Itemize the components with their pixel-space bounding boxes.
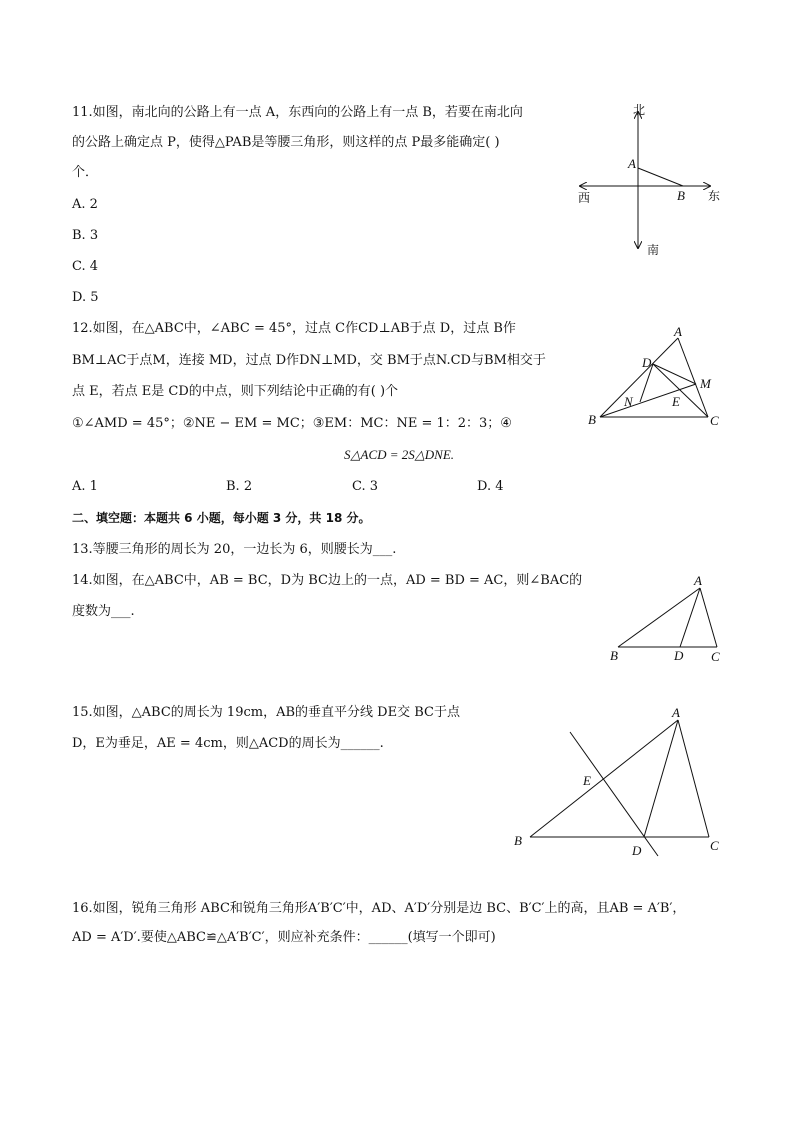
- q12-line4: ①∠AMD = 45°；②NE − EM = MC；③EM：MC：NE = 1：2：3；④: [72, 416, 512, 431]
- q12-label-b: B: [588, 412, 596, 427]
- q12-option-a: A. 1: [72, 479, 98, 494]
- q11-label-south: 南: [647, 243, 660, 257]
- q11-line3: 个．: [72, 165, 99, 180]
- q14-figure: [605, 570, 735, 670]
- q15-label-b: B: [514, 833, 522, 848]
- q12-label-e: E: [672, 394, 680, 409]
- q11-line2: 的公路上确定点 P，使得△PAB是等腰三角形，则这样的点 P最多能确定( ): [72, 135, 500, 150]
- q11-label-a: A: [628, 156, 636, 171]
- q12-label-c: C: [710, 413, 719, 428]
- q12-option-b: B. 2: [226, 479, 253, 494]
- q15-label-c: C: [710, 838, 719, 853]
- q11-segment-ab: [638, 168, 683, 186]
- q12-line3: 点 E，若点 E是 CD的中点，则下列结论中正确的有( )个: [72, 384, 399, 399]
- q11-option-d: D. 5: [72, 290, 99, 305]
- q12-label-d: D: [642, 355, 652, 370]
- q14-label-c: C: [711, 649, 720, 664]
- q11-option-a: A. 2: [72, 197, 98, 212]
- q11-label-east: 东: [708, 189, 721, 203]
- q12-label-a: A: [674, 324, 682, 339]
- q12-figure: [580, 320, 730, 435]
- q12-label-m: M: [700, 376, 711, 391]
- q16-line2: AD = A′D′.要使△ABC≌△A′B′C′，则应补充条件：______(填写一个即可): [72, 930, 496, 945]
- q12-line2: BM⊥AC于点M，连接 MD，过点 D作DN⊥MD，交 BM于点N.CD与BM相交于: [72, 353, 546, 368]
- q12-line1: 12.如图，在△ABC中，∠ABC = 45°，过点 C作CD⊥AB于点 D，过点 B作: [72, 321, 516, 336]
- q14-label-b: B: [610, 648, 618, 663]
- q14-label-a: A: [694, 573, 702, 588]
- q14-label-d: D: [674, 648, 684, 663]
- q12-label-n: N: [624, 394, 633, 409]
- q15-line1: 15.如图，△ABC的周长为 19cm，AB的垂直平分线 DE交 BC于点: [72, 705, 460, 720]
- q11-label-west: 西: [578, 191, 591, 205]
- q13-text: 13.等腰三角形的周长为 20，一边长为 6，则腰长为___.: [72, 542, 397, 557]
- q11-label-north: 北: [633, 103, 646, 117]
- q11-figure: [570, 98, 730, 258]
- q15-figure: [508, 700, 728, 865]
- q12-option-c: C. 3: [352, 479, 379, 494]
- q15-line2: D，E为垂足，AE = 4cm，则△ACD的周长为______.: [72, 736, 384, 751]
- q15-label-e: E: [583, 773, 591, 788]
- q15-label-d: D: [632, 843, 642, 858]
- q11-line1: 11.如图，南北向的公路上有一点 A，东西向的公路上有一点 B，若要在南北向: [72, 105, 523, 120]
- q15-label-a: A: [672, 705, 680, 720]
- q14-line1: 14.如图，在△ABC中，AB = BC，D为 BC边上的一点，AD = BD = AC，则∠BAC的: [72, 573, 583, 588]
- section-2-heading: 二、填空题：本题共 6 小题，每小题 3 分，共 18 分。: [72, 511, 371, 525]
- q16-line1: 16.如图，锐角三角形 ABC和锐角三角形A′B′C′中，AD、A′D′分别是边 BC、B′C′上的高，且AB = A′B′，: [72, 901, 686, 916]
- q11-label-b: B: [677, 188, 685, 203]
- q14-line2: 度数为___.: [72, 604, 135, 619]
- q12-formula: S△ACD = 2S△DNE.: [344, 447, 455, 462]
- q12-option-d: D. 4: [477, 479, 504, 494]
- q11-option-c: C. 4: [72, 259, 99, 274]
- q11-option-b: B. 3: [72, 228, 99, 243]
